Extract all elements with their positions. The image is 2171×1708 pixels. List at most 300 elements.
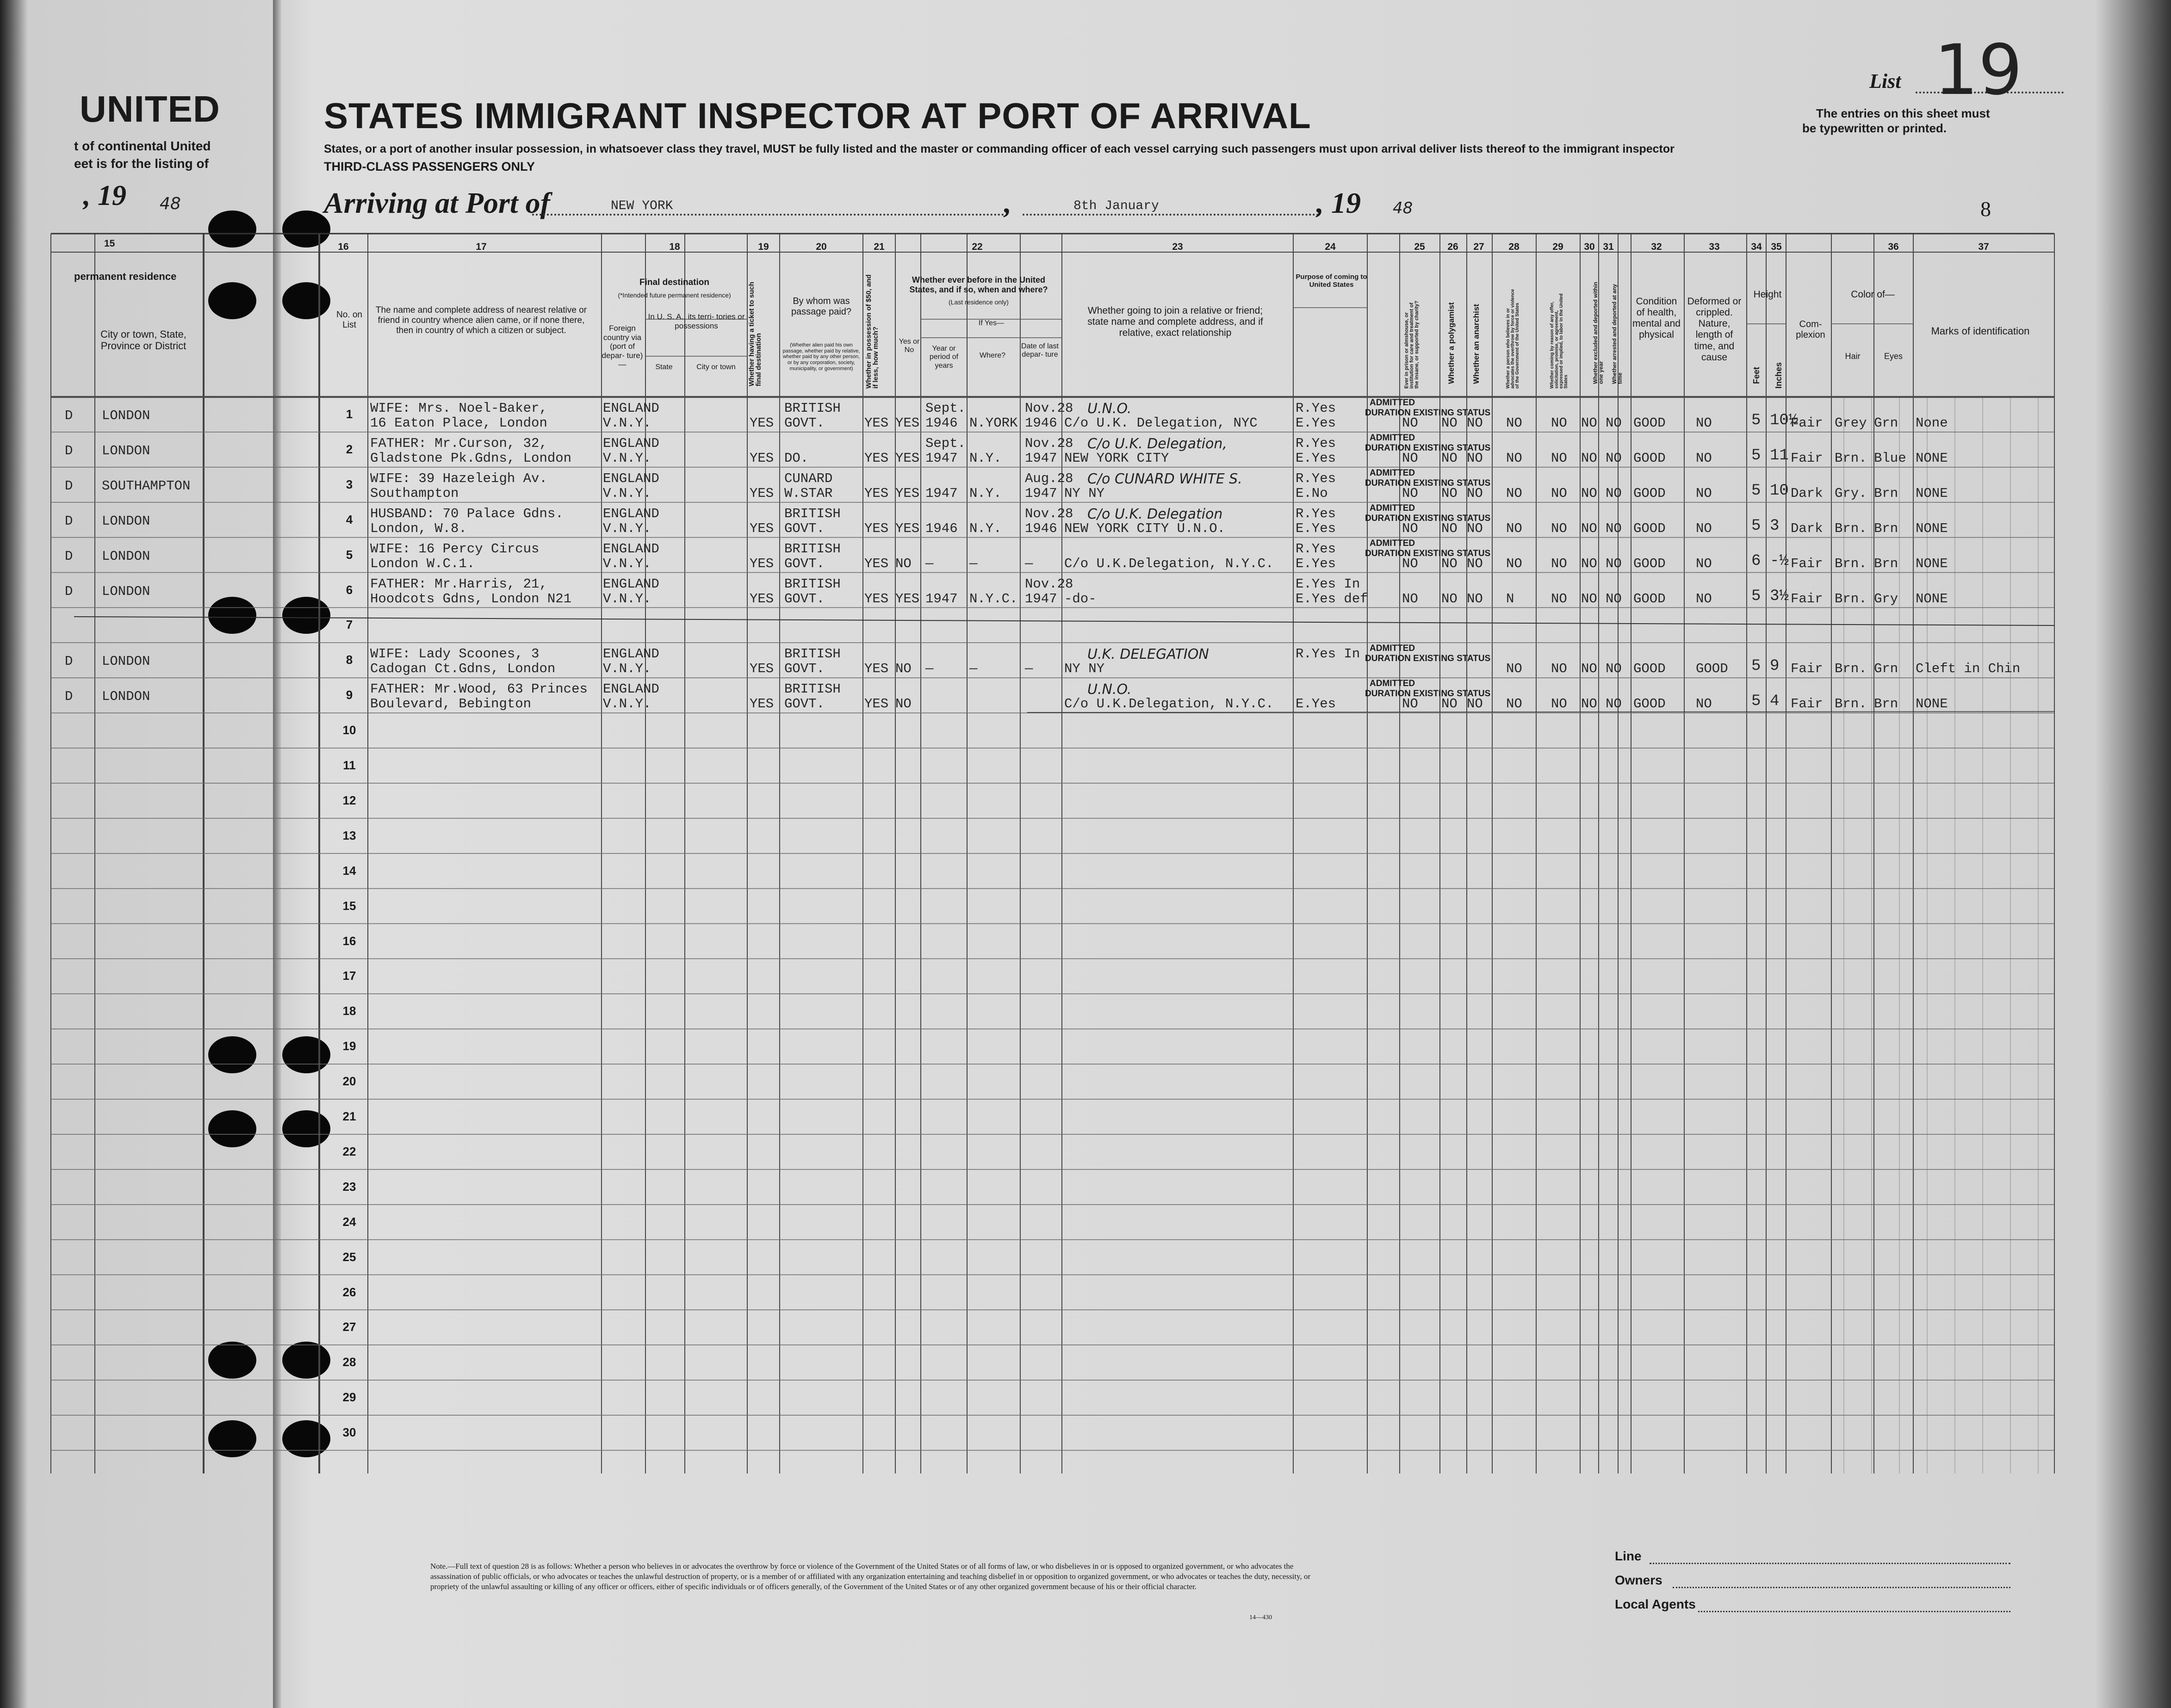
- destination-via: V.N.Y.: [603, 415, 651, 431]
- header-health: Condition of health, mental and physical: [1632, 296, 1681, 340]
- answer-q26: NO: [1441, 696, 1458, 712]
- residence-fragment: D: [65, 443, 73, 458]
- residence-fragment: D: [65, 548, 73, 564]
- last-departure-year: 1947: [1025, 450, 1057, 466]
- header-excluded: Whether excluded and deported within one year: [1592, 282, 1604, 384]
- hair-color: Brn.: [1835, 591, 1867, 606]
- list-label: List: [1869, 70, 1901, 93]
- answer-q31: NO: [1606, 661, 1622, 677]
- row-number: 27: [342, 1320, 356, 1334]
- before-in-us-answer: NO: [895, 661, 912, 677]
- relative-line-2: Southampton: [370, 485, 459, 501]
- row-number: 18: [342, 1004, 356, 1018]
- last-departure-year: 1946: [1025, 520, 1057, 536]
- answer-q28: NO: [1506, 415, 1522, 431]
- row-number: 20: [342, 1074, 356, 1089]
- relative-line-1: WIFE: Lady Scoones, 3: [370, 646, 540, 662]
- previous-visit-place: N.Y.C.: [969, 591, 1018, 606]
- row-number: 24: [342, 1214, 356, 1229]
- answer-q25: NO: [1402, 520, 1418, 536]
- admitted-stamp: ADMITTED: [1370, 538, 1415, 548]
- previous-visit-place: N.Y.: [969, 520, 1002, 536]
- eye-color: Brn: [1874, 485, 1898, 501]
- purpose-line-1: E.Yes In: [1296, 576, 1360, 592]
- deformity: NO: [1696, 485, 1712, 501]
- header-polygamist: Whether a polygamist: [1447, 302, 1456, 384]
- height-inches: 10: [1770, 482, 1789, 500]
- deformity: NO: [1696, 556, 1712, 571]
- relative-line-2: Boulevard, Bebington: [370, 696, 532, 712]
- height-feet: 5: [1751, 446, 1761, 464]
- duration-stamp: DURATION EXISTING STATUS: [1365, 654, 1491, 664]
- header-hair: Hair: [1845, 352, 1861, 361]
- row-number: 28: [342, 1355, 356, 1369]
- purpose-line-2: E.No: [1296, 485, 1328, 501]
- row-number: 21: [342, 1109, 356, 1123]
- health-condition: GOOD: [1633, 661, 1666, 677]
- ticket-answer: YES: [750, 556, 774, 571]
- previous-visit-year: 1947: [925, 485, 958, 501]
- before-in-us-answer: NO: [895, 696, 912, 712]
- duration-stamp: DURATION EXISTING STATUS: [1365, 478, 1491, 488]
- joining-note: U.N.O.: [1087, 681, 1132, 698]
- hair-color: Brn.: [1835, 661, 1867, 677]
- answer-q27: NO: [1467, 520, 1483, 536]
- purpose-line-1: R.Yes: [1296, 401, 1336, 416]
- passage-paid-line-1: BRITISH: [784, 506, 841, 521]
- last-departure-date: Nov.28: [1025, 506, 1073, 521]
- answer-q25: NO: [1402, 485, 1418, 501]
- arrival-year-handwritten: 48: [1393, 199, 1413, 217]
- owners-underline: [1673, 1587, 2010, 1588]
- previous-visit-place: —: [969, 661, 978, 677]
- joining-note: C/o U.K. Delegation: [1087, 506, 1223, 522]
- ticket-answer: YES: [750, 485, 774, 501]
- column-number-26: 26: [1447, 241, 1458, 252]
- answer-q27: NO: [1467, 415, 1483, 431]
- list-number-handwritten: 19: [1934, 30, 2022, 111]
- residence-fragment: D: [65, 689, 73, 705]
- joining-note: C/o U.K. Delegation,: [1087, 435, 1227, 452]
- before-in-us-answer: YES: [895, 520, 920, 536]
- last-departure-date: Aug.28: [1025, 470, 1073, 486]
- complexion: Fair: [1791, 696, 1823, 712]
- identification-marks: NONE: [1916, 450, 1948, 466]
- row-number: 22: [342, 1144, 356, 1158]
- header-passage-paid-sub: (Whether alien paid his own passage, whether paid by relative, whether paid by any other person, or by any corporation, society, municipality, or government): [782, 342, 860, 371]
- header-height: Height: [1753, 289, 1782, 300]
- identification-marks: NONE: [1916, 696, 1948, 712]
- row-number: 8: [346, 653, 353, 667]
- joining-address: NEW YORK CITY U.N.O.: [1064, 520, 1226, 536]
- relative-line-1: FATHER: Mr.Wood, 63 Princes: [370, 681, 588, 697]
- destination-country: ENGLAND: [603, 576, 659, 592]
- height-feet: 5: [1751, 587, 1761, 605]
- answer-q28: N: [1506, 591, 1514, 606]
- owners-label: Owners: [1615, 1573, 1662, 1587]
- eye-color: Brn: [1874, 556, 1898, 571]
- residence-city: LONDON: [102, 583, 150, 599]
- health-condition: GOOD: [1633, 591, 1666, 606]
- money-answer: YES: [864, 415, 889, 431]
- eye-color: Grn: [1874, 415, 1898, 431]
- last-departure-year: —: [1025, 556, 1033, 571]
- answer-q28: NO: [1506, 485, 1522, 501]
- previous-visit-year: 1946: [925, 520, 958, 536]
- purpose-line-2: E.Yes: [1296, 520, 1336, 536]
- answer-q31: NO: [1606, 485, 1622, 501]
- header-final-destination-sub: (*Intended future permanent residence): [618, 291, 731, 299]
- health-condition: GOOD: [1633, 450, 1666, 466]
- column-number-36: 36: [1888, 241, 1899, 252]
- height-feet: 5: [1751, 517, 1761, 535]
- answer-q28: NO: [1506, 661, 1522, 677]
- header-city-town: City or town: [696, 363, 736, 371]
- column-number-20: 20: [816, 241, 827, 252]
- hair-color: Brn.: [1835, 520, 1867, 536]
- passenger-class-line: THIRD-CLASS PASSENGERS ONLY: [324, 160, 535, 173]
- row-number: 15: [342, 898, 356, 913]
- row-number: 30: [342, 1425, 356, 1440]
- answer-q27: NO: [1467, 556, 1483, 571]
- header-inches: Inches: [1774, 362, 1783, 389]
- row-number: 13: [342, 828, 356, 842]
- deformity: NO: [1696, 520, 1712, 536]
- deformity: NO: [1696, 415, 1712, 431]
- previous-visit-month: Sept.: [925, 435, 966, 451]
- joining-address: NY NY: [1064, 485, 1105, 501]
- hair-color: Brn.: [1835, 696, 1867, 712]
- left-header-sub2: eet is for the listing of: [74, 156, 209, 171]
- relative-line-2: 16 Eaton Place, London: [370, 415, 547, 431]
- previous-visit-year: —: [925, 556, 934, 571]
- answer-q31: NO: [1606, 450, 1622, 466]
- height-inches: 10½: [1770, 412, 1799, 429]
- before-in-us-answer: YES: [895, 415, 920, 431]
- row-number: 5: [346, 547, 353, 562]
- relative-line-2: Hoodcots Gdns, London N21: [370, 591, 572, 606]
- residence-fragment: D: [65, 583, 73, 599]
- last-departure-year: 1947: [1025, 591, 1057, 606]
- answer-q25: NO: [1402, 591, 1418, 606]
- relative-line-1: FATHER: Mr.Curson, 32,: [370, 435, 547, 451]
- residence-fragment: D: [65, 408, 73, 423]
- answer-q26: NO: [1441, 485, 1458, 501]
- agents-label: Local Agents: [1615, 1597, 1696, 1611]
- left-year-prefix: , 19: [83, 180, 126, 211]
- passage-paid-line-2: GOVT.: [784, 556, 825, 571]
- form-number: 14—430: [1249, 1614, 1272, 1621]
- money-answer: YES: [864, 591, 889, 606]
- before-in-us-answer: NO: [895, 556, 912, 571]
- header-money: Whether in possession of $50, and if less, how much?: [865, 274, 880, 389]
- relative-line-1: WIFE: Mrs. Noel-Baker,: [370, 401, 547, 416]
- answer-q28: NO: [1506, 450, 1522, 466]
- column-number-16: 16: [338, 241, 349, 252]
- destination-via: V.N.Y.: [603, 661, 651, 677]
- destination-country: ENGLAND: [603, 470, 659, 486]
- money-answer: YES: [864, 450, 889, 466]
- header-before-in-us: Whether ever before in the United States, and if so, when and where?: [909, 275, 1048, 294]
- residence-city: LONDON: [102, 548, 150, 564]
- before-in-us-answer: YES: [895, 485, 920, 501]
- eye-color: Grn: [1874, 661, 1898, 677]
- row-number: 4: [346, 512, 353, 526]
- column-number-32: 32: [1651, 241, 1662, 252]
- relative-line-2: London, W.8.: [370, 520, 467, 536]
- answer-q30: NO: [1581, 696, 1597, 712]
- residence-city: LONDON: [102, 513, 150, 529]
- answer-q31: NO: [1606, 415, 1622, 431]
- admitted-stamp: ADMITTED: [1370, 433, 1415, 443]
- joining-address: C/o U.K.Delegation, N.Y.C.: [1064, 696, 1274, 712]
- port-of-arrival: NEW YORK: [611, 199, 673, 213]
- header-passage-paid: By whom was passage paid?: [791, 296, 852, 317]
- duration-stamp: DURATION EXISTING STATUS: [1365, 689, 1491, 699]
- header-q28: Whether a person who believes in or advocates the overthrow by force or violence of the Government of the United States: [1506, 289, 1520, 389]
- answer-q29: NO: [1551, 661, 1567, 677]
- arrival-date: 8th January: [1073, 199, 1159, 213]
- money-answer: YES: [864, 520, 889, 536]
- column-number-28: 28: [1508, 241, 1520, 252]
- row-number: 3: [346, 477, 353, 491]
- answer-q29: NO: [1551, 520, 1567, 536]
- answer-q25: NO: [1402, 450, 1418, 466]
- row-number: 1: [346, 407, 353, 421]
- question-28-note: Note.—Full text of question 28 is as follows: Whether a person who believes in or advocates the overthrow by force or violence of the Government of the United States or of all forms of law, or who disbelieves in or is opposed to organized government, or who advocates the assassination of public officials, or who advocates or teaches the unlawful destruction of property, or is a member of or affiliated with any organization entertaining and teaching disbelief in or opposition to organized government, or who advocates or teaches the duty, necessity, or propriety of the unlawful assaulting or killing of any officer or officers, either of specific individuals or of officers generally, of the Government of the United States or of any other organized government because of his or their official character.: [430, 1562, 1311, 1591]
- complexion: Dark: [1791, 485, 1823, 501]
- header-anarchist: Whether an anarchist: [1472, 304, 1481, 384]
- row-number: 16: [342, 934, 356, 948]
- answer-q30: NO: [1581, 485, 1597, 501]
- column-number-24: 24: [1325, 241, 1336, 252]
- column-number-31: 31: [1603, 241, 1614, 252]
- header-before-in-us-sub: (Last residence only): [949, 298, 1009, 306]
- health-condition: GOOD: [1633, 696, 1666, 712]
- previous-visit-year: 1946: [925, 415, 958, 431]
- row-number: 19: [342, 1039, 356, 1053]
- destination-country: ENGLAND: [603, 401, 659, 416]
- money-answer: YES: [864, 661, 889, 677]
- answer-q28: NO: [1506, 556, 1522, 571]
- complexion: Fair: [1791, 591, 1823, 606]
- col-num-15: 15: [104, 238, 115, 249]
- page-mark: 8: [1980, 197, 1991, 221]
- arriving-label: Arriving at Port of: [324, 186, 550, 219]
- admitted-stamp: ADMITTED: [1370, 503, 1415, 513]
- header-join-relative: Whether going to join a relative or friend; state name and complete address, and if relative, exact relationship: [1087, 305, 1263, 339]
- header-complexion: Com- plexion: [1796, 319, 1825, 340]
- height-feet: 5: [1751, 482, 1761, 500]
- passage-paid-line-2: DO.: [784, 450, 809, 466]
- answer-q29: NO: [1551, 556, 1567, 571]
- purpose-line-1: R.Yes: [1296, 541, 1336, 557]
- column-number-19: 19: [758, 241, 769, 252]
- column-number-17: 17: [476, 241, 487, 252]
- ticket-answer: YES: [750, 415, 774, 431]
- duration-stamp: DURATION EXISTING STATUS: [1365, 408, 1491, 418]
- eye-color: Brn: [1874, 520, 1898, 536]
- answer-q31: NO: [1606, 520, 1622, 536]
- header-where: Where?: [979, 352, 1006, 359]
- admitted-stamp: ADMITTED: [1370, 679, 1415, 689]
- row-number: 14: [342, 863, 356, 878]
- identification-marks: Cleft in Chin: [1916, 661, 2021, 677]
- column-number-29: 29: [1552, 241, 1563, 252]
- complexion: Fair: [1791, 415, 1823, 431]
- answer-q27: NO: [1467, 450, 1483, 466]
- passage-paid-line-1: BRITISH: [784, 541, 841, 557]
- duration-stamp: DURATION EXISTING STATUS: [1365, 443, 1491, 453]
- complexion: Fair: [1791, 556, 1823, 571]
- ticket-answer: YES: [750, 520, 774, 536]
- passage-paid-line-2: GOVT.: [784, 661, 825, 677]
- passage-paid-line-1: BRITISH: [784, 401, 841, 416]
- relative-line-1: WIFE: 39 Hazeleigh Av.: [370, 470, 547, 486]
- duration-stamp: DURATION EXISTING STATUS: [1365, 548, 1491, 558]
- header-yes-no: Yes or No: [899, 338, 920, 354]
- column-number-33: 33: [1709, 241, 1720, 252]
- purpose-line-1: R.Yes: [1296, 506, 1336, 521]
- answer-q29: NO: [1551, 696, 1567, 712]
- joining-address: C/o U.K. Delegation, NYC: [1064, 415, 1258, 431]
- previous-visit-month: Sept.: [925, 401, 966, 416]
- header-foreign-country: Foreign country via (port of depar- ture)—: [602, 324, 643, 369]
- last-departure-year: 1946: [1025, 415, 1057, 431]
- grid-line: [74, 617, 2054, 625]
- last-departure-year: —: [1025, 661, 1033, 677]
- left-year-handwritten: 48: [160, 194, 181, 213]
- last-departure-date: Nov.28: [1025, 576, 1073, 592]
- health-condition: GOOD: [1633, 556, 1666, 571]
- eye-color: Blue: [1874, 450, 1906, 466]
- header-last-departure: Date of last depar- ture: [1021, 342, 1059, 359]
- last-departure-date: Nov.28: [1025, 401, 1073, 416]
- line-underline: [1650, 1563, 2010, 1564]
- answer-q28: NO: [1506, 520, 1522, 536]
- answer-q30: NO: [1581, 450, 1597, 466]
- answer-q26: NO: [1441, 556, 1458, 571]
- answer-q27: NO: [1467, 485, 1483, 501]
- destination-via: V.N.Y.: [603, 556, 651, 571]
- residence-city: SOUTHAMPTON: [102, 478, 191, 494]
- passage-paid-line-1: CUNARD: [784, 470, 833, 486]
- hair-color: Grey: [1835, 415, 1867, 431]
- destination-country: ENGLAND: [603, 435, 659, 451]
- residence-city: LONDON: [102, 408, 150, 423]
- joining-note: C/o CUNARD WHITE S.: [1087, 470, 1242, 487]
- row-number: 12: [342, 793, 356, 807]
- line-label: Line: [1615, 1549, 1642, 1563]
- column-number-37: 37: [1978, 241, 1989, 252]
- answer-q26: NO: [1441, 415, 1458, 431]
- health-condition: GOOD: [1633, 485, 1666, 501]
- destination-via: V.N.Y.: [603, 696, 651, 712]
- height-inches: 3: [1770, 517, 1780, 535]
- form-instructions: States, or a port of another insular possession, in whatsoever class they travel, MUST be fully listed and the master or commanding officer of each vessel carrying such passengers must upon arrival deliver lists thereof to the immigrant inspector: [324, 142, 1675, 155]
- header-feet: Feet: [1752, 366, 1761, 384]
- row-number: 11: [343, 758, 356, 772]
- health-condition: GOOD: [1633, 520, 1666, 536]
- city-header: City or town, State, Province or District: [100, 328, 186, 352]
- duration-stamp: DURATION EXISTING STATUS: [1365, 513, 1491, 523]
- previous-visit-place: N.Y.: [969, 485, 1002, 501]
- answer-q29: NO: [1551, 485, 1567, 501]
- identification-marks: NONE: [1916, 591, 1948, 606]
- destination-country: ENGLAND: [603, 506, 659, 521]
- money-answer: YES: [864, 485, 889, 501]
- entries-note-2: be typewritten or printed.: [1802, 121, 1947, 135]
- answer-q30: NO: [1581, 520, 1597, 536]
- passage-paid-line-2: GOVT.: [784, 696, 825, 712]
- header-relative-address: The name and complete address of nearest relative or friend in country whence alien came, or if none there, then in country of which a citizen or subject.: [375, 305, 587, 335]
- destination-via: V.N.Y.: [603, 450, 651, 466]
- header-deformed: Deformed or crippled. Nature, length of time, and cause: [1687, 296, 1742, 363]
- answer-q28: NO: [1506, 696, 1522, 712]
- header-color-of: Color of—: [1851, 289, 1895, 300]
- answer-q30: NO: [1581, 415, 1597, 431]
- relative-line-2: Cadogan Ct.Gdns, London: [370, 661, 556, 677]
- header-deported: Whether arrested and deported at any time: [1611, 284, 1623, 384]
- height-inches: 4: [1770, 693, 1780, 711]
- previous-visit-year: 1947: [925, 591, 958, 606]
- relative-line-1: FATHER: Mr.Harris, 21,: [370, 576, 547, 592]
- ticket-answer: YES: [750, 591, 774, 606]
- relative-line-2: Gladstone Pk.Gdns, London: [370, 450, 572, 466]
- height-feet: 5: [1751, 657, 1761, 675]
- answer-q29: NO: [1551, 415, 1567, 431]
- health-condition: GOOD: [1633, 415, 1666, 431]
- eye-color: Brn: [1874, 696, 1898, 712]
- column-number-18: 18: [669, 241, 680, 252]
- last-departure-date: Nov.28: [1025, 435, 1073, 451]
- header-ticket: Whether having a ticket to such final destination: [748, 282, 763, 386]
- height-inches: 3½: [1770, 587, 1789, 605]
- height-feet: 5: [1751, 693, 1761, 711]
- destination-via: V.N.Y.: [603, 485, 651, 501]
- passage-paid-line-2: GOVT.: [784, 591, 825, 606]
- answer-q30: NO: [1581, 661, 1597, 677]
- row-number: 26: [342, 1285, 356, 1299]
- last-departure-year: 1947: [1025, 485, 1057, 501]
- money-answer: YES: [864, 696, 889, 712]
- before-in-us-answer: YES: [895, 591, 920, 606]
- header-purpose: Purpose of coming to United States: [1296, 273, 1367, 289]
- joining-address: -do-: [1064, 591, 1097, 606]
- relative-line-1: WIFE: 16 Percy Circus: [370, 541, 540, 557]
- column-number-30: 30: [1584, 241, 1595, 252]
- answer-q29: NO: [1551, 591, 1567, 606]
- previous-visit-place: —: [969, 556, 978, 571]
- row-number: 6: [346, 582, 353, 597]
- destination-country: ENGLAND: [603, 681, 659, 697]
- height-inches: 9: [1770, 657, 1780, 675]
- left-header-fragment: UNITED: [80, 88, 220, 130]
- row-number: 25: [342, 1250, 356, 1264]
- form-title: STATES IMMIGRANT INSPECTOR AT PORT OF ARRIVAL: [324, 95, 1311, 136]
- complexion: Fair: [1791, 450, 1823, 466]
- hair-color: Gry.: [1835, 485, 1867, 501]
- complexion: Dark: [1791, 520, 1823, 536]
- column-number-23: 23: [1172, 241, 1183, 252]
- answer-q29: NO: [1551, 450, 1567, 466]
- residence-city: LONDON: [102, 443, 150, 458]
- hair-color: Brn.: [1835, 450, 1867, 466]
- destination-country: ENGLAND: [603, 646, 659, 662]
- agents-underline: [1698, 1611, 2010, 1612]
- header-eyes: Eyes: [1884, 352, 1903, 361]
- identification-marks: NONE: [1916, 485, 1948, 501]
